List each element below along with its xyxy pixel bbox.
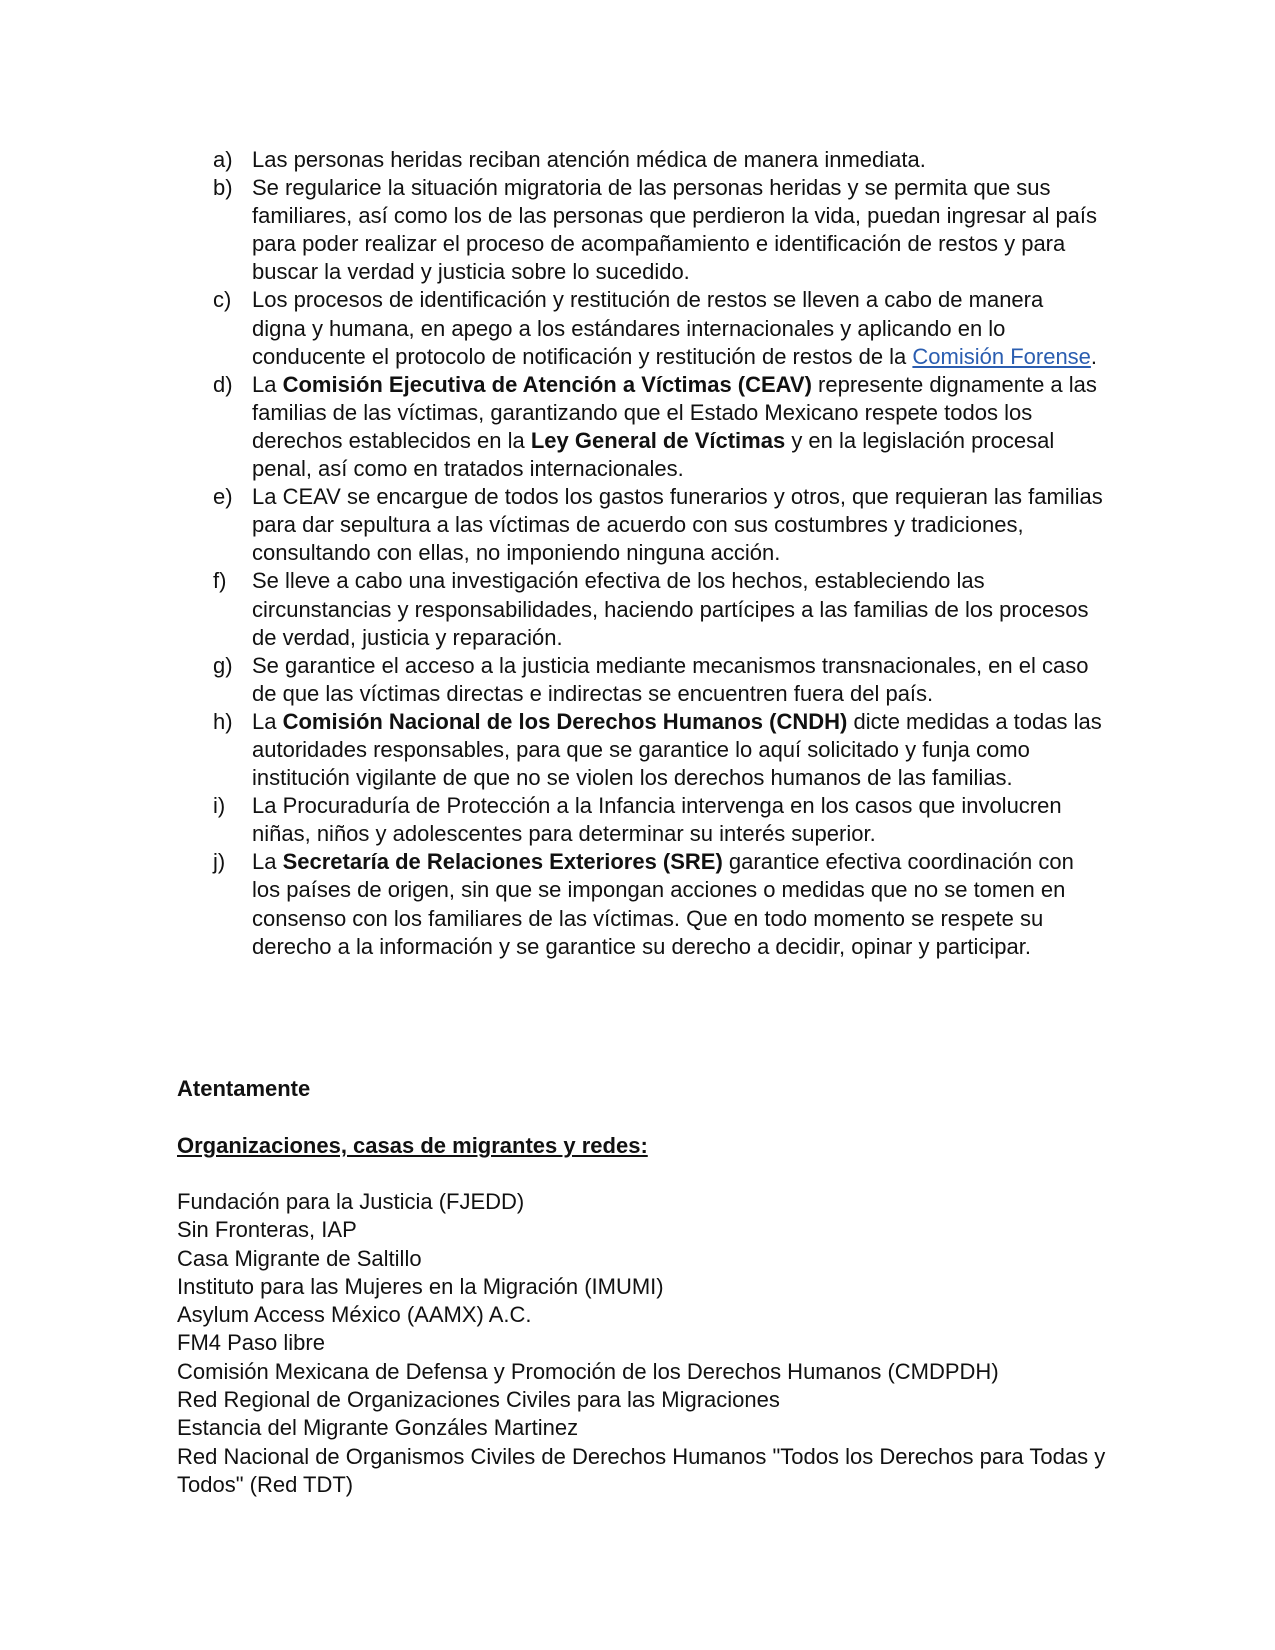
demands-list bbox=[213, 146, 1103, 961]
item-text: La bbox=[252, 708, 283, 734]
list-marker: c) bbox=[213, 287, 232, 313]
item-text: Se garantice el acceso a la justicia mediante mecanismos transnacionales, en el caso de que las víctimas directas e indirectas se encuentren fuera del país. bbox=[252, 652, 1089, 706]
organization-item: Asylum Access México (AAMX) A.C. bbox=[177, 1302, 532, 1328]
list-marker: j) bbox=[213, 849, 226, 875]
list-item bbox=[213, 652, 1103, 708]
comision-forense-link[interactable]: Comisión Forense bbox=[912, 343, 1091, 369]
item-text: Se lleve a cabo una investigación efectiva de los hechos, estableciendo las circunstancias y responsabilidades, haciendo partícipes a las familias de los procesos de verdad, justicia y reparación. bbox=[252, 568, 1089, 650]
list-item bbox=[213, 174, 1103, 286]
organization-item: Sin Fronteras, IAP bbox=[177, 1217, 357, 1243]
item-text: represente dignamente a las familias de las víctimas, garantizando que el Estado Mexicano respete todos los derechos establecidos en la bbox=[252, 371, 1097, 453]
list-item bbox=[213, 286, 1103, 370]
list-item bbox=[213, 792, 1103, 848]
item-text: La Procuraduría de Protección a la Infancia intervenga en los casos que involucren niñas, niños y adolescentes para determinar su interés superior. bbox=[252, 793, 1062, 847]
item-text: La bbox=[252, 849, 283, 875]
organizations-heading: Organizaciones, casas de migrantes y redes: bbox=[177, 1133, 648, 1158]
list-marker: a) bbox=[213, 147, 233, 172]
organization-item: Fundación para la Justicia (FJEDD) bbox=[177, 1189, 525, 1214]
item-text: Las personas heridas reciban atención médica de manera inmediata. bbox=[252, 147, 926, 172]
organization-item: Red Regional de Organizaciones Civiles para las Migraciones bbox=[177, 1387, 780, 1413]
item-text: y en la legislación procesal penal, así como en tratados internacionales. bbox=[252, 427, 1055, 482]
list-marker: h) bbox=[213, 708, 233, 734]
list-item bbox=[213, 708, 1103, 792]
list-marker: b) bbox=[213, 175, 233, 201]
list-marker: d) bbox=[213, 371, 233, 397]
list-item bbox=[213, 146, 1103, 174]
bold-text: Ley General de Víctimas bbox=[530, 427, 786, 453]
organization-item: Red Nacional de Organismos Civiles de Derechos Humanos "Todos los Derechos para Todas y Todos" (Red TDT) bbox=[177, 1443, 1106, 1497]
item-text: . bbox=[1090, 343, 1098, 369]
organization-item: FM4 Paso libre bbox=[177, 1330, 325, 1356]
item-text: Se regularice la situación migratoria de las personas heridas y se permita que sus familiares, así como los de las personas que perdieron la vida, puedan ingresar al país para poder realizar el proceso de acompañamiento e identificación de restos y para buscar la verdad y justicia sobre lo sucedido. bbox=[252, 175, 1098, 285]
item-text: La bbox=[252, 371, 283, 397]
list-item bbox=[213, 371, 1103, 483]
list-marker: f) bbox=[213, 568, 227, 594]
item-text: dicte medidas a todas las autoridades responsables, para que se garantice lo aquí solicitado y funja como institución vigilante de que no se violen los derechos humanos de las familias. bbox=[252, 708, 1102, 791]
list-marker: i) bbox=[213, 793, 226, 819]
list-item bbox=[213, 483, 1103, 567]
bold-text: Secretaría de Relaciones Exteriores (SRE) bbox=[282, 849, 723, 875]
list-marker: e) bbox=[213, 484, 233, 510]
item-text: Los procesos de identificación y restitución de restos se lleven a cabo de manera digna y humana, en apego a los estándares internacionales y aplicando en lo conducente el protocolo de notificación y restitución de restos de la bbox=[252, 287, 1044, 369]
organization-item: Instituto para las Mujeres en la Migración (IMUMI) bbox=[177, 1273, 664, 1299]
list-item bbox=[213, 567, 1103, 651]
bold-text: Comisión Nacional de los Derechos Humanos (CNDH) bbox=[282, 708, 848, 734]
bold-text: Comisión Ejecutiva de Atención a Víctimas (CEAV) bbox=[282, 371, 812, 397]
organization-item: Casa Migrante de Saltillo bbox=[177, 1245, 422, 1271]
list-item bbox=[213, 848, 1103, 960]
list-marker: g) bbox=[213, 652, 233, 678]
closing-text: Atentamente bbox=[177, 1076, 311, 1101]
organization-item: Comisión Mexicana de Defensa y Promoción de los Derechos Humanos (CMDPDH) bbox=[177, 1358, 999, 1384]
item-text: La CEAV se encargue de todos los gastos funerarios y otros, que requieran las familias para dar sepultura a las víctimas de acuerdo con sus costumbres y tradiciones, consultando con ellas, no imponiendo ninguna acción. bbox=[252, 484, 1103, 566]
item-text: garantice efectiva coordinación con los países de origen, sin que se impongan acciones o medidas que no se tomen en consenso con los familiares de las víctimas. Que en todo momento se respete su derecho a la información y se garantice su derecho a decidir, opinar y participar. bbox=[252, 849, 1074, 959]
organizations-list bbox=[177, 1188, 1107, 1499]
organization-item: Estancia del Migrante Gonzáles Martinez bbox=[177, 1415, 579, 1441]
